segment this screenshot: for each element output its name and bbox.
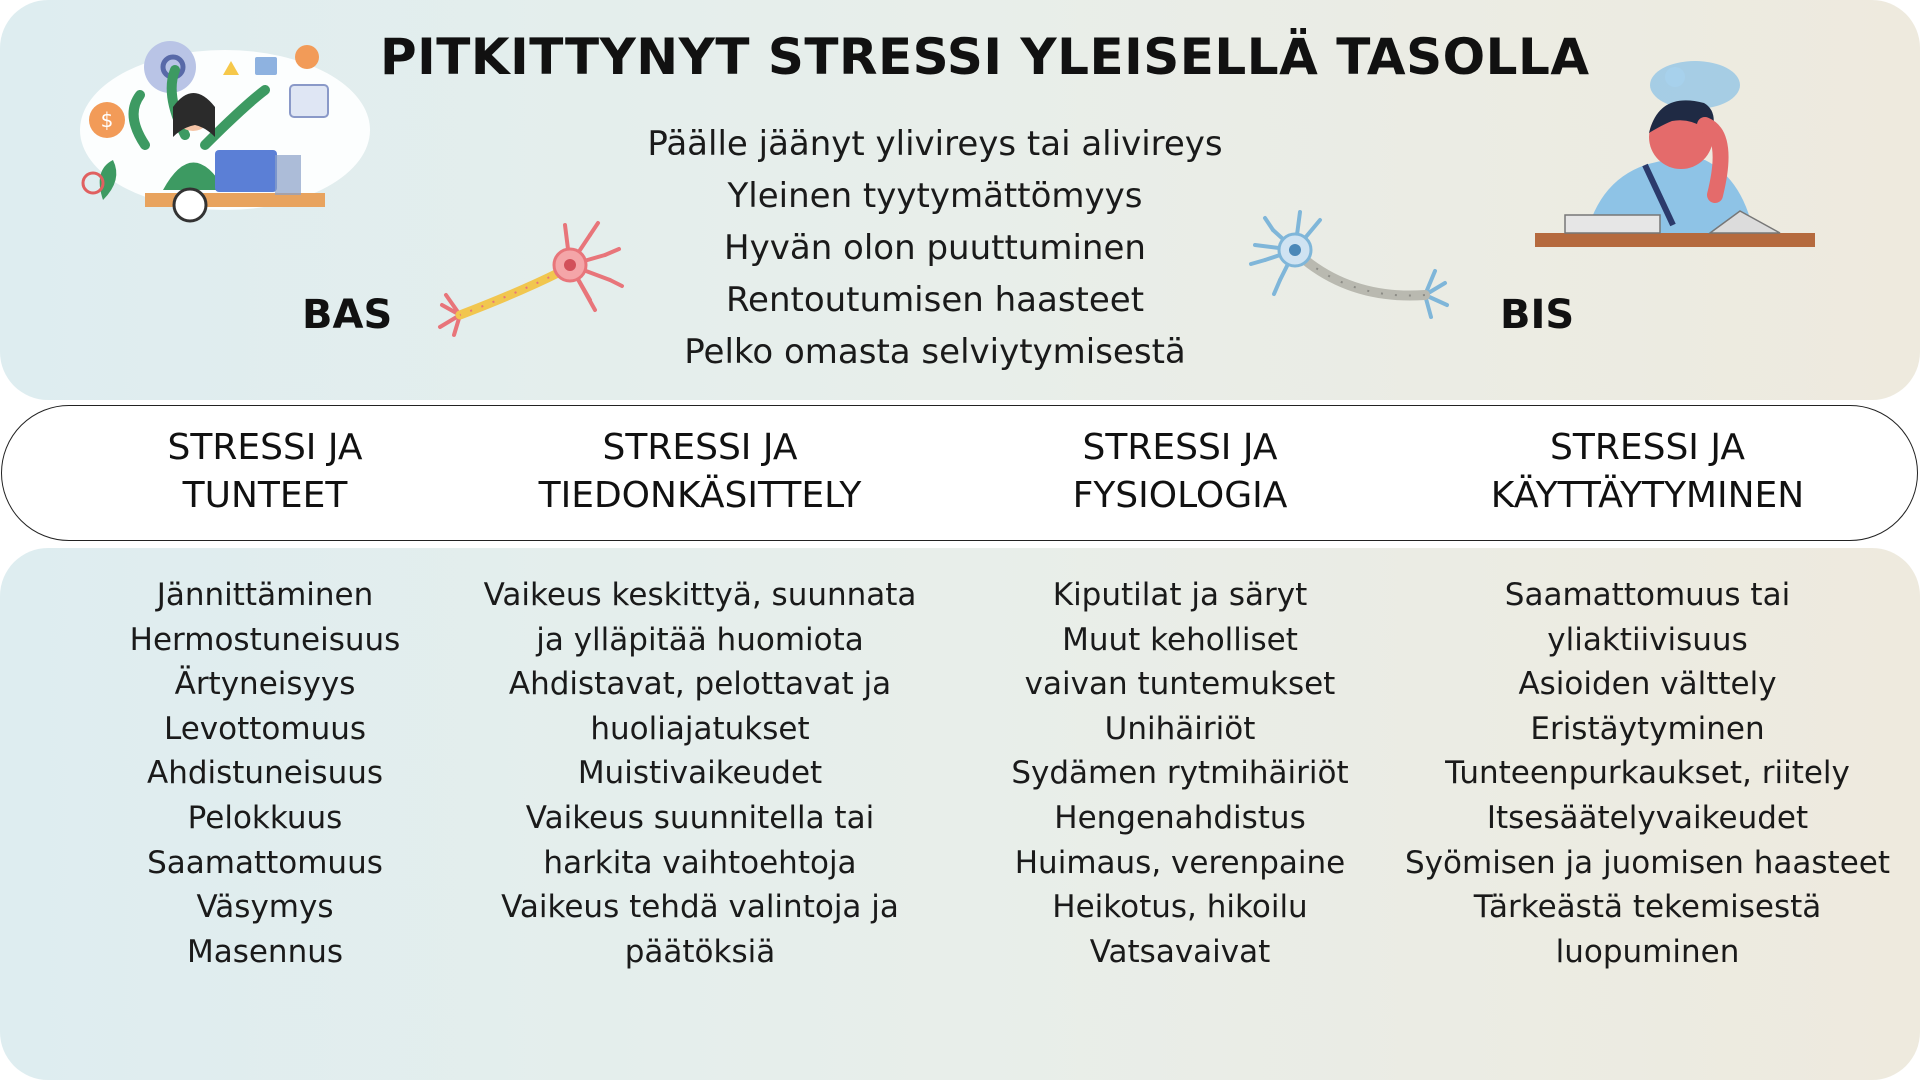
column-heading-behavior: STRESSI JA KÄYTTÄYTYMINEN <box>1490 427 1805 516</box>
svg-text:$: $ <box>100 108 114 132</box>
column-heading-cognition: STRESSI JA TIEDONKÄSITTELY <box>538 427 862 516</box>
list-item: Muut keholliset <box>1062 621 1298 658</box>
summary-item: Päälle jäänyt ylivireys tai alivireys <box>647 124 1223 164</box>
list-item: Vaikeus keskittyä, suunnata <box>483 577 917 613</box>
summary-item: Pelko omasta selviytymisestä <box>684 332 1186 372</box>
cognition-list <box>460 573 940 974</box>
list-item: Saamattomuus <box>147 844 383 881</box>
summary-item: Rentoutumisen haasteet <box>725 280 1145 320</box>
list-item: huoliajatukset <box>590 710 810 747</box>
red-neuron-illustration-icon <box>430 210 630 340</box>
blue-neuron-illustration-icon <box>1245 205 1455 335</box>
summary-item: Hyvän olon puuttuminen <box>724 228 1146 268</box>
list-item: Pelokkuus <box>187 799 343 836</box>
list-item: Jännittäminen <box>156 577 374 613</box>
bas-label: BAS <box>302 292 393 338</box>
list-item: Eristäytyminen <box>1530 710 1765 747</box>
list-item: Ärtyneisyys <box>174 666 356 703</box>
list-item: Muistivaikeudet <box>577 755 823 792</box>
list-item: Kiputilat ja säryt <box>1052 577 1308 613</box>
list-item: päätöksiä <box>624 933 776 970</box>
list-item: Tunteenpurkaukset, riitely <box>1445 755 1850 792</box>
list-item: Unihäiriöt <box>1104 710 1256 747</box>
list-item: luopuminen <box>1555 933 1740 970</box>
list-item: harkita vaihtoehtoja <box>543 844 857 881</box>
physiology-list <box>990 573 1370 974</box>
list-item: Asioiden välttely <box>1518 666 1777 703</box>
list-item: Vaikeus tehdä valintoja ja <box>501 889 899 926</box>
list-item: Vaikeus suunnitella tai <box>525 799 875 836</box>
list-item: Huimaus, verenpaine <box>1014 844 1346 881</box>
list-item: Vatsavaivat <box>1089 933 1271 970</box>
page-title: PITKITTYNYT STRESSI YLEISELLÄ TASOLLA <box>380 28 1590 86</box>
list-item: vaivan tuntemukset <box>1024 666 1336 703</box>
emotions-list <box>60 573 470 974</box>
list-item: Ahdistuneisuus <box>146 755 384 792</box>
multitasking-woman-illustration-icon <box>75 35 375 245</box>
list-item: Hermostuneisuus <box>129 621 401 658</box>
behavior-list <box>1385 573 1910 974</box>
list-item: Ahdistavat, pelottavat ja <box>508 666 892 703</box>
list-item: Hengenahdistus <box>1054 799 1306 836</box>
list-item: Sydämen rytmihäiriöt <box>1011 755 1349 792</box>
general-stress-list <box>580 118 1290 378</box>
list-item: Tärkeästä tekemisestä <box>1473 889 1822 926</box>
list-item: Saamattomuus tai <box>1504 577 1791 613</box>
column-heading-physiology: STRESSI JA FYSIOLOGIA <box>1072 427 1288 516</box>
list-item: Masennus <box>186 933 344 970</box>
list-item: Syömisen ja juomisen haasteet <box>1405 844 1890 881</box>
summary-item: Yleinen tyytymättömyys <box>727 176 1143 216</box>
list-item: Itsesäätelyvaikeudet <box>1486 799 1809 836</box>
list-item: Heikotus, hikoilu <box>1052 889 1308 926</box>
list-item: Levottomuus <box>163 710 367 747</box>
stressed-man-illustration-icon <box>1505 55 1815 270</box>
list-item: Väsymys <box>196 889 334 926</box>
list-item: yliaktiivisuus <box>1547 621 1748 658</box>
column-heading-emotions: STRESSI JA TUNTEET <box>167 427 363 516</box>
bis-label: BIS <box>1500 292 1575 338</box>
list-item: ja ylläpitää huomiota <box>536 621 864 658</box>
